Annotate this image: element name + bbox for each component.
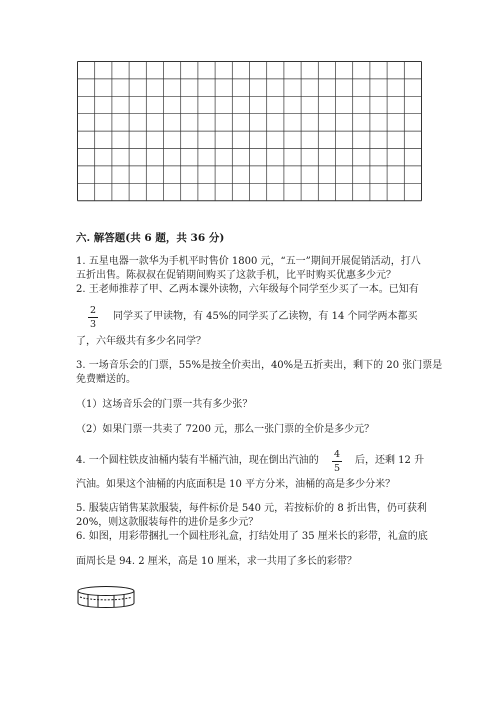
question-5-line-1: 5. 服装店销售某款服装，每件标价是 540 元，若按标价的 8 折出售，仍可获利: [76, 503, 427, 514]
question-3-sub-1: （1）这场音乐会的门票一共有多少张？: [76, 399, 253, 410]
fraction-four-fifths: [331, 449, 343, 474]
answer-grid: [77, 61, 423, 202]
gift-box-cylinder-figure: [76, 585, 138, 613]
question-3-line-2: 免费赠送的。: [76, 374, 136, 385]
section-title: 六. 解答题(共 6 题，共 36 分): [76, 232, 225, 244]
question-4-line-1a: 4. 一个圆柱铁皮油桶内装有半桶汽油，现在倒出汽油的: [76, 455, 319, 466]
fraction-bar: [88, 317, 98, 318]
fraction-denominator: 5: [333, 463, 341, 474]
fraction-bar: [332, 461, 342, 462]
question-6-line-1: 6. 如图，用彩带捆扎一个圆柱形礼盒，打结处用了 35 厘米长的彩带，礼盒的底: [76, 531, 428, 542]
fraction-two-thirds: [87, 305, 99, 330]
fraction-numerator: 4: [333, 449, 341, 460]
question-6-line-2: 面周长是 94. 2 厘米，高是 10 厘米，求一共用了多长的彩带？: [76, 556, 357, 567]
question-4-line-2: 汽油。如果这个油桶的内底面积是 10 平方分米，油桶的高是多少分米？: [76, 479, 396, 490]
fraction-denominator: 3: [89, 319, 97, 330]
question-1-line-1: 1. 五星电器一款华为手机平时售价 1800 元，“五一”期间开展促销活动，打八: [76, 256, 421, 267]
question-5-line-2: 20%，则这款服装每件的进价是多少元？: [76, 517, 259, 528]
question-3-line-1: 3. 一场音乐会的门票，55%是按全价卖出，40%是五折卖出，剩下的 20 张门票是: [76, 360, 443, 371]
question-2-line-1: 2. 王老师推荐了甲、乙两本课外读物，六年级每个同学至少买了一本。已知有: [76, 284, 419, 295]
question-4-line-1b: 后，还剩 12 升: [355, 455, 425, 466]
fraction-numerator: 2: [89, 305, 97, 316]
question-2-line-2: 同学买了甲读物，有 45%的同学买了乙读物，有 14 个同学两本都买: [113, 311, 418, 322]
question-1-line-2: 五折出售。陈叔叔在促销期间购买了这款手机，比平时购买优惠多少元？: [76, 270, 396, 281]
question-3-sub-2: （2）如果门票一共卖了 7200 元，那么一张门票的全价是多少元？: [76, 424, 375, 435]
question-2-line-3: 了，六年级共有多少名同学？: [76, 336, 206, 347]
